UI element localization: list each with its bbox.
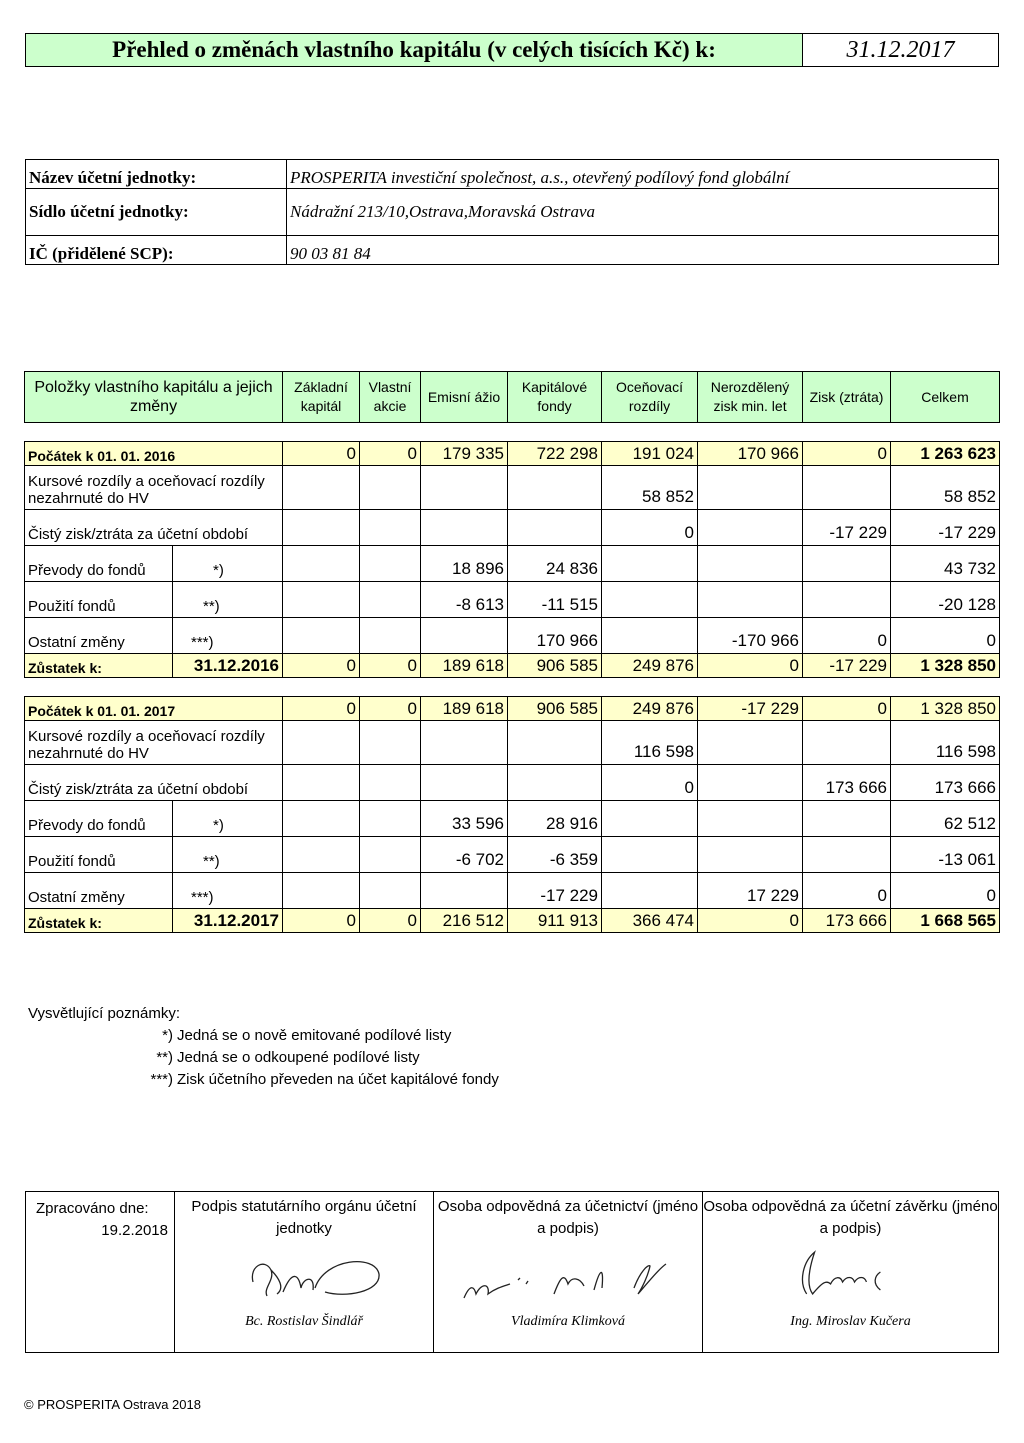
table-header-row (25, 372, 1000, 423)
col-header-zakladni: Základní kapitál (283, 372, 360, 423)
accounting-label: Osoba odpovědná za účetnictví (jméno a podpis) (437, 1198, 699, 1237)
table-row-ostatni-2016: Ostatní změny ***) 170 966 -170 966 0 0 (25, 618, 1000, 654)
closing-label: Osoba odpovědná za účetní závěrku (jméno a podpis) (703, 1198, 998, 1237)
table-row-start-2016: Počátek k 01. 01. 2016 0 0 179 335 722 298 191 024 170 966 0 1 263 623 (25, 442, 1000, 466)
note-item: **) Jedná se o odkoupené podílové listy (156, 1049, 420, 1066)
col-header-emisni: Emisní ážio (421, 372, 508, 423)
footer-copyright: © PROSPERITA Ostrava 2018 (24, 1397, 201, 1412)
table-row-end-2017: Zůstatek k: 31.12.2017 0 0 216 512 911 913 366 474 0 173 666 1 668 565 (25, 909, 1000, 933)
table-row-pouziti-2017: Použití fondů **) -6 702 -6 359 -13 061 (25, 837, 1000, 873)
table-row-cisty-2017: Čistý zisk/ztráta za účetní období 0 173 666 173 666 (25, 765, 1000, 801)
col-header-kapitalove: Kapitálové fondy (508, 372, 602, 423)
col-header-items: Položky vlastního kapitálu a jejich změny (25, 372, 283, 423)
table-row-kursove-2016: Kursové rozdíly a oceňovací rozdíly nezahrnuté do HV 58 852 58 852 (25, 466, 1000, 510)
statutory-name: Bc. Rostislav Šindlář (245, 1314, 363, 1329)
closing-signature-icon (703, 1242, 998, 1306)
table-row-end-2016: Zůstatek k: 31.12.2016 0 0 189 618 906 585 249 876 0 -17 229 1 328 850 (25, 654, 1000, 678)
note-item: *) Jedná se o nově emitované podílové listy (162, 1027, 452, 1044)
table-row-prevody-2016: Převody do fondů *) 18 896 24 836 43 732 (25, 546, 1000, 582)
accounting-name: Vladimíra Klimková (511, 1314, 625, 1329)
table-row-ostatni-2017: Ostatní změny ***) -17 229 17 229 0 0 (25, 873, 1000, 909)
col-header-vlastni: Vlastní akcie (360, 372, 421, 423)
report-date: 31.12.2017 (846, 36, 955, 63)
accounting-signature-icon (434, 1254, 702, 1308)
entity-name-value: PROSPERITA investiční společnost, a.s., otevřený podílový fond globální (287, 160, 999, 189)
explanatory-notes (28, 1003, 499, 1091)
report-title-box (25, 33, 999, 67)
col-header-nerozdeleny: Nerozdělený zisk min. let (698, 372, 803, 423)
equity-changes-table (24, 371, 1000, 933)
processed-label: Zpracováno dne: (36, 1200, 149, 1217)
table-row-pouziti-2016: Použití fondů **) -8 613 -11 515 -20 128 (25, 582, 1000, 618)
closing-cell (703, 1192, 998, 1352)
entity-seat-label: Sídlo účetní jednotky: (26, 189, 287, 236)
entity-id-label: IČ (přidělené SCP): (26, 236, 287, 265)
entity-name-label: Název účetní jednotky: (26, 160, 287, 189)
statutory-cell (175, 1192, 434, 1352)
notes-title: Vysvětlující poznámky: (28, 1005, 180, 1022)
report-title: Přehled o změnách vlastního kapitálu (v celých tisících Kč) k: (26, 34, 803, 66)
statutory-signature-icon (175, 1248, 433, 1308)
col-header-celkem: Celkem (891, 372, 1000, 423)
entity-info-table (25, 159, 999, 265)
table-row-kursove-2017: Kursové rozdíly a oceňovací rozdíly nezahrnuté do HV 116 598 116 598 (25, 721, 1000, 765)
closing-name: Ing. Miroslav Kučera (790, 1314, 911, 1329)
table-row-start-2017: Počátek k 01. 01. 2017 0 0 189 618 906 585 249 876 -17 229 0 1 328 850 (25, 697, 1000, 721)
note-item: ***) Zisk účetního převeden na účet kapitálové fondy (150, 1071, 499, 1088)
table-row-prevody-2017: Převody do fondů *) 33 596 28 916 62 512 (25, 801, 1000, 837)
entity-seat-value: Nádražní 213/10,Ostrava,Moravská Ostrava (287, 189, 999, 236)
table-row-cisty-2016: Čistý zisk/ztráta za účetní období 0 -17 229 -17 229 (25, 510, 1000, 546)
processed-date: 19.2.2018 (101, 1222, 168, 1239)
entity-id-value: 90 03 81 84 (287, 236, 999, 265)
signature-box (25, 1191, 999, 1353)
col-header-zisk: Zisk (ztráta) (803, 372, 891, 423)
col-header-ocenovaci: Oceňovací rozdíly (602, 372, 698, 423)
statutory-label: Podpis statutárního orgánu účetní jednotky (191, 1198, 417, 1237)
processed-cell (26, 1192, 175, 1352)
accounting-cell (434, 1192, 703, 1352)
